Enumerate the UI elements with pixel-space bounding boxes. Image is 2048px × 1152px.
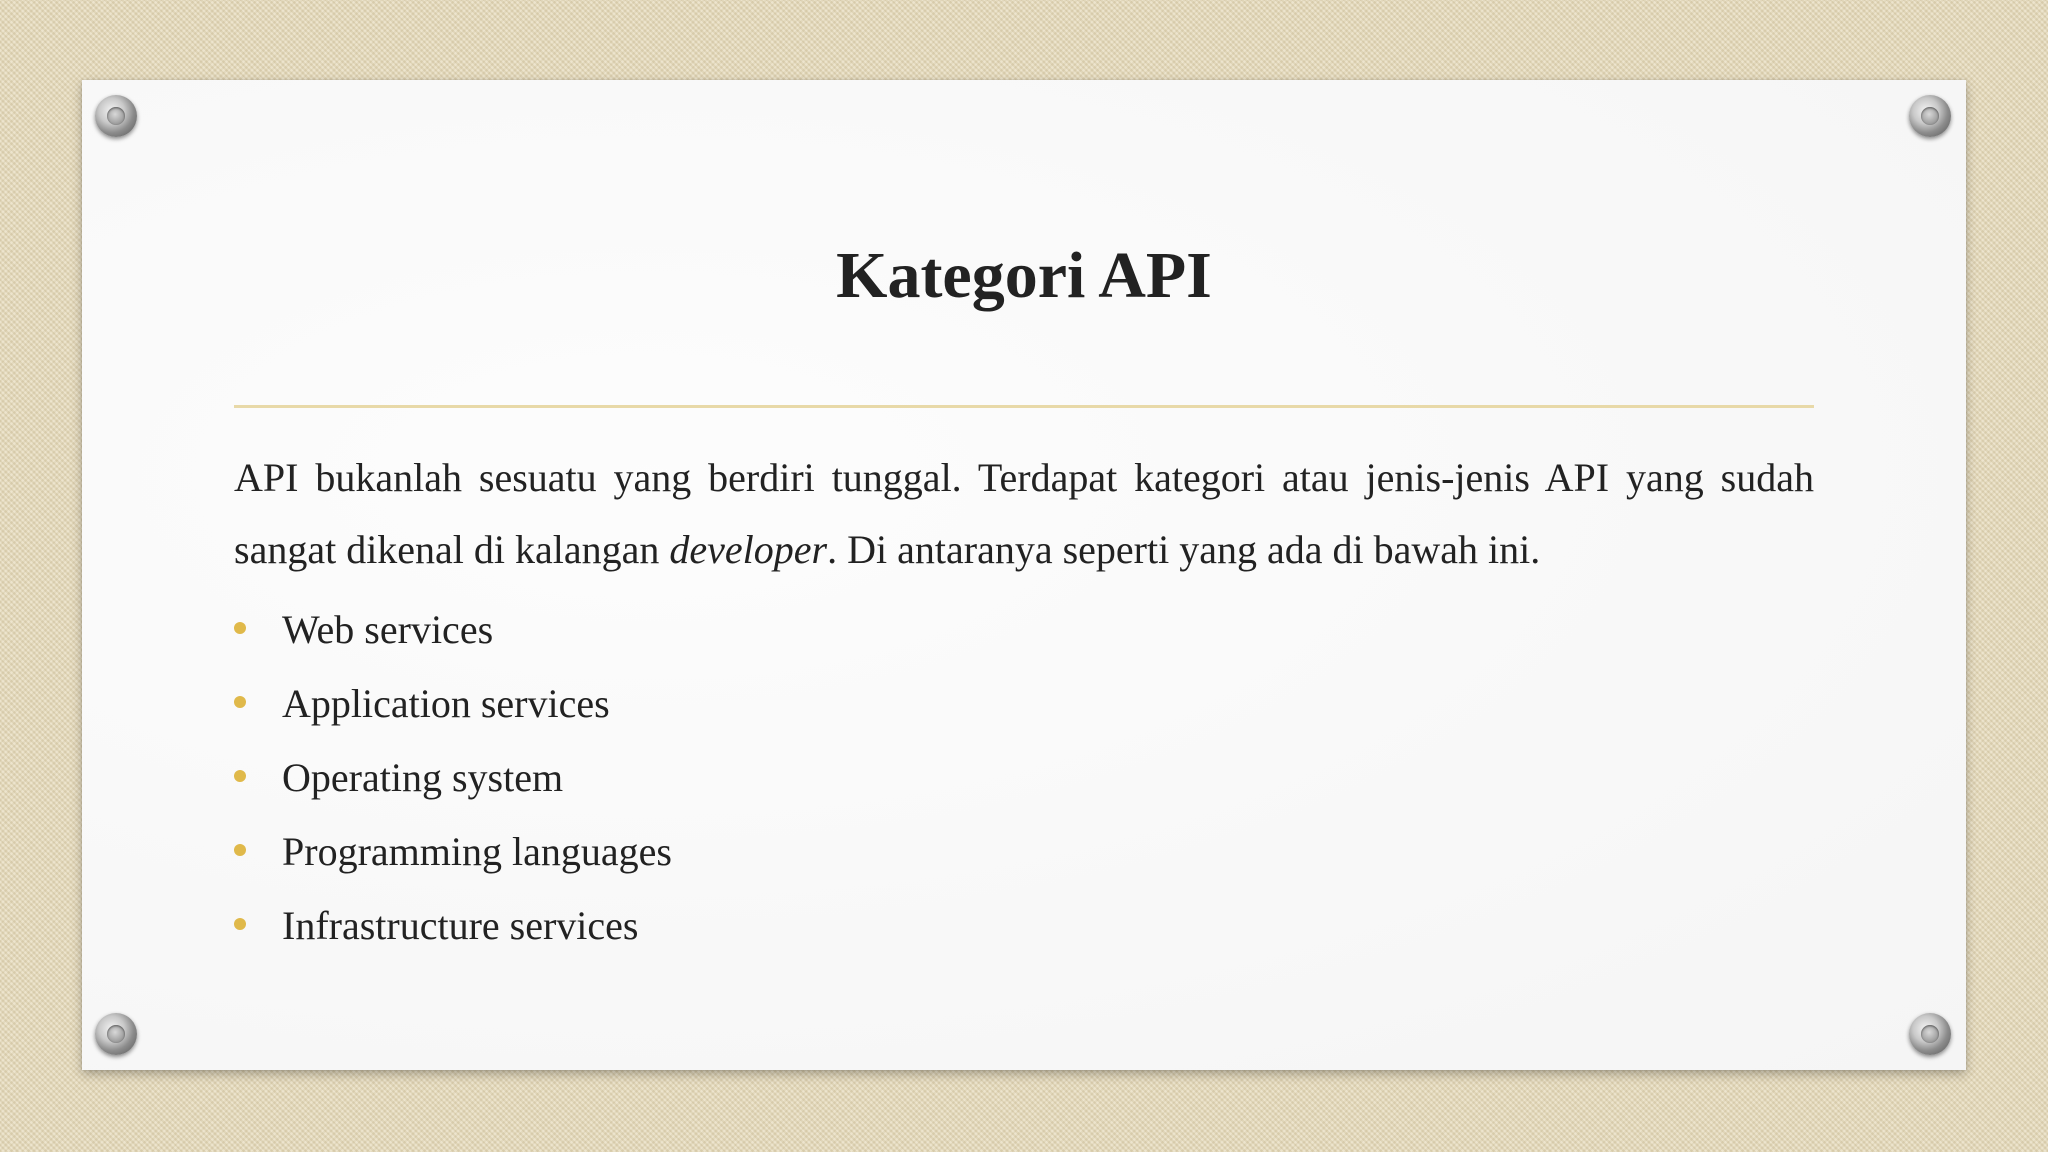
bullet-icon: [234, 844, 246, 856]
bullet-icon: [234, 622, 246, 634]
bullet-icon: [234, 770, 246, 782]
category-list: [234, 593, 1814, 963]
list-item: [234, 667, 1814, 741]
intro-emphasis: developer: [669, 527, 828, 572]
list-item-label: Infrastructure services: [282, 903, 639, 948]
list-item: [234, 815, 1814, 889]
list-item: [234, 889, 1814, 963]
bullet-icon: [234, 696, 246, 708]
bullet-icon: [234, 918, 246, 930]
list-item-label: Application services: [282, 681, 610, 726]
list-item-label: Operating system: [282, 755, 564, 800]
list-item: [234, 741, 1814, 815]
intro-paragraph: [234, 442, 1814, 586]
list-item-label: Programming languages: [282, 829, 672, 874]
grommet-bottom-right: [1909, 1013, 1951, 1055]
grommet-bottom-left: [95, 1013, 137, 1055]
grommet-top-left: [95, 95, 137, 137]
list-item-label: Web services: [282, 607, 494, 652]
intro-text-start: API bukanlah sesuatu yang berdiri tunggal. Terdapat kategori atau jenis-jenis API yang sudah sangat dikenal di kalangan: [234, 455, 1814, 572]
slide-title: Kategori API: [836, 239, 1212, 312]
grommet-top-right: [1909, 95, 1951, 137]
title-divider: [234, 405, 1814, 408]
intro-text-end: . Di antaranya seperti yang ada di bawah ini.: [827, 527, 1541, 572]
list-item: [234, 593, 1814, 667]
